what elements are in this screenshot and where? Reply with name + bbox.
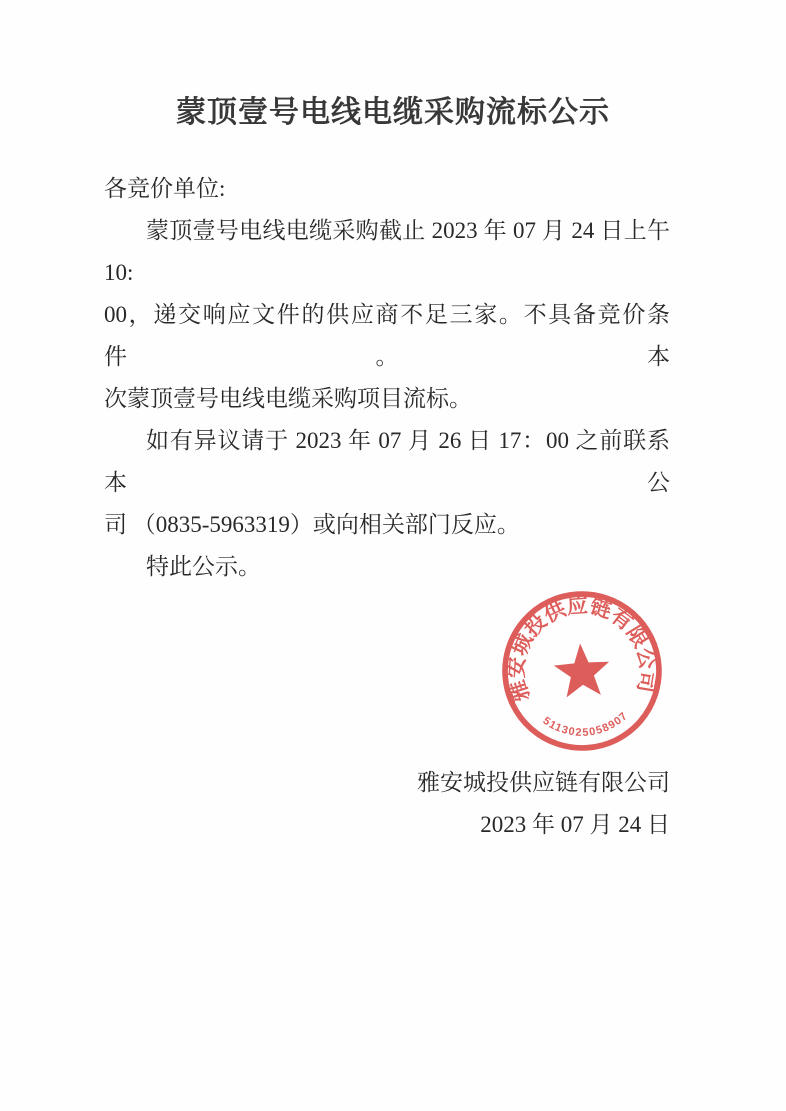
signature-block <box>104 762 670 846</box>
seal-company-name: 雅安城投供应链有限公司 <box>505 594 660 705</box>
salutation: 各竞价单位: <box>104 176 226 201</box>
body-line-p1-1: 蒙顶壹号电线电缆采购截止 2023 年 07 月 24 日上午 10: <box>104 218 670 285</box>
document-body <box>104 168 670 846</box>
signature-date: 2023 年 07 月 24 日 <box>480 812 670 837</box>
body-line-p2-2: 司 （0835-5963319）或向相关部门反应。 <box>104 512 520 537</box>
seal-number-text: 5113025058907 <box>540 709 631 739</box>
body-line-p2-1: 如有异议请于 2023 年 07 月 26 日 17：00 之前联系本公 <box>104 428 670 495</box>
body-line-p3: 特此公示。 <box>146 554 261 579</box>
signature-company: 雅安城投供应链有限公司 <box>417 770 670 795</box>
document-title: 蒙顶壹号电线电缆采购流标公示 <box>176 96 610 129</box>
body-line-p1-2: 00，递交响应文件的供应商不足三家。不具备竞价条件。本 <box>104 302 670 369</box>
body-line-p1-3: 次蒙顶壹号电线电缆采购项目流标。 <box>104 386 472 411</box>
